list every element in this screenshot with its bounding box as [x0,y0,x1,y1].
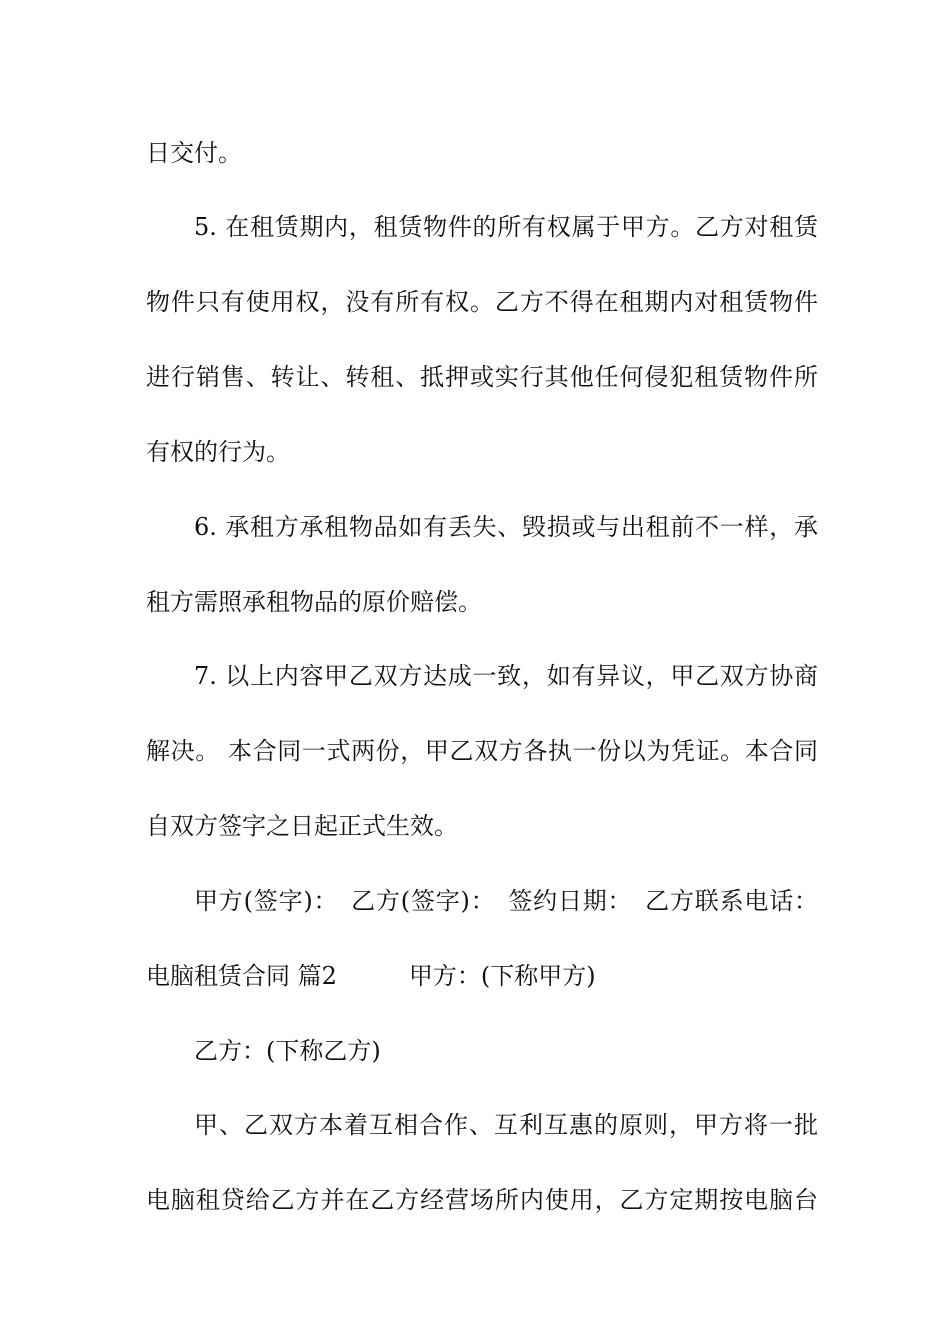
text-line-15: 电脑租贷给乙方并在乙方经营场所内使用，乙方定期按电脑台 [146,1186,818,1214]
text-line-1: 日交付。 [146,139,242,167]
text-line-10: 自双方签字之日起正式生效。 [146,812,458,840]
text-line-5: 有权的行为。 [146,438,290,466]
text-line-7: 租方需照承租物品的原价赔偿。 [146,588,482,616]
text-line-11: 甲方(签字)： 乙方(签字)： 签约日期： 乙方联系电话： [194,887,818,915]
text-line-6: 6. 承租方承租物品如有丢失、毁损或与出租前不一样，承 [194,513,818,541]
text-line-9: 解决。 本合同一式两份，甲乙双方各执一份以为凭证。本合同 [146,737,818,765]
text-line-13: 乙方：(下称乙方) [194,1037,381,1065]
text-line-2: 5. 在租赁期内，租赁物件的所有权属于甲方。乙方对租赁 [194,213,818,241]
text-line-14: 甲、乙双方本着互相合作、互利互惠的原则，甲方将一批 [194,1111,818,1139]
text-line-12: 电脑租赁合同 篇2 甲方：(下称甲方) [146,962,596,990]
text-line-3: 物件只有使用权，没有所有权。乙方不得在租期内对租赁物件 [146,288,818,316]
text-line-8: 7. 以上内容甲乙双方达成一致，如有异议，甲乙双方协商 [194,662,818,690]
text-line-4: 进行销售、转让、转租、抵押或实行其他任何侵犯租赁物件所 [146,363,818,391]
